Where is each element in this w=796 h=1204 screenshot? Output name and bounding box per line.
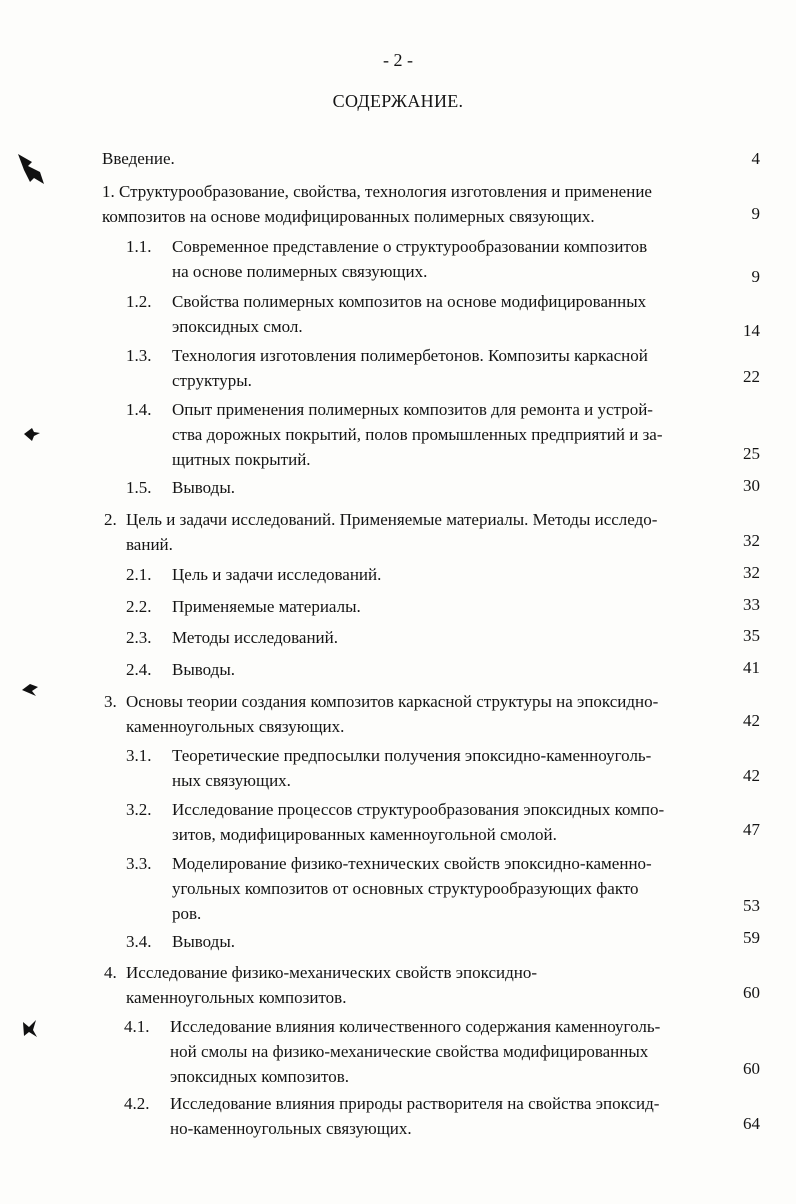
toc-entry-title: Методы исследований. [172, 628, 339, 647]
toc-entry-number: 4.1. [124, 1017, 150, 1036]
toc-page-number: 9 [751, 267, 760, 286]
margin-mark-icon [20, 1018, 40, 1040]
toc-entry-title: Выводы. [172, 478, 236, 497]
toc-entry-number: 3.2. [126, 800, 152, 819]
toc-page-number: 41 [743, 658, 760, 677]
toc-entry-title: Исследование физико-механических свойств эпоксидно- каменноугольных композитов. [126, 963, 537, 1007]
toc-entry-number: 1.1. [126, 237, 152, 256]
toc-entry-number: 1.3. [126, 346, 152, 365]
toc-entry-number: 1.5. [126, 478, 152, 497]
toc-page-number: 53 [743, 896, 760, 915]
toc-entry-number: 2.4. [126, 660, 152, 679]
toc-page-number: 25 [743, 444, 760, 463]
toc-entry-number: 3.3. [126, 854, 152, 873]
toc-entry-number: 2.3. [126, 628, 152, 647]
toc-entry-title: Применяемые материалы. [172, 597, 361, 616]
toc-entry-title: Исследование процессов структурообразования эпоксидных компо- зитов, модифицированных каменноугольной смолой. [172, 800, 665, 844]
toc-page-number: 14 [743, 321, 760, 340]
toc-page-number: 42 [743, 766, 760, 785]
toc-entry-title: Цель и задачи исследований. Применяемые материалы. Методы исследо- ваний. [126, 510, 658, 554]
toc-entry-number: 2. [104, 510, 117, 529]
toc-entry-title: 1. Структурообразование, свойства, технология изготовления и применение композитов на основе модифицированных полимерных связующих. [102, 182, 652, 226]
toc-entry-number: 1.4. [126, 400, 152, 419]
toc-entry-title: Технология изготовления полимербетонов. Композиты каркасной структуры. [172, 346, 648, 390]
toc-page-number: 4 [751, 149, 760, 168]
toc-page-number: 33 [743, 595, 760, 614]
toc-page-number: 22 [743, 367, 760, 386]
toc-page-number: 9 [751, 204, 760, 223]
toc-page-number: 60 [743, 983, 760, 1002]
toc-entry-number: 3.4. [126, 932, 152, 951]
margin-mark-icon [20, 682, 40, 698]
toc-page-number: 59 [743, 928, 760, 947]
toc-page-number: 42 [743, 711, 760, 730]
toc-entry-title: Выводы. [172, 660, 236, 679]
toc-entry-title: Исследование влияния природы растворителя на свойства эпоксид- но-каменноугольных связующих. [170, 1094, 660, 1138]
toc-entry-title: Свойства полимерных композитов на основе модифицированных эпоксидных смол. [172, 292, 647, 336]
toc-entry-number: 4. [104, 963, 117, 982]
toc-entry-title: Опыт применения полимерных композитов для ремонта и устрой- ства дорожных покрытий, полов промышленных предприятий и за- щитных покрытий. [172, 400, 663, 469]
toc-page-number: 32 [743, 531, 760, 550]
toc-entry-title: Теоретические предпосылки получения эпоксидно-каменноуголь- ных связующих. [172, 746, 652, 790]
toc-entry-number: 2.2. [126, 597, 152, 616]
toc-entry-number: 3.1. [126, 746, 152, 765]
margin-mark-icon [22, 425, 42, 443]
toc-entry-number: 4.2. [124, 1094, 150, 1113]
toc-page-number: 64 [743, 1114, 760, 1133]
toc-page-number: 60 [743, 1059, 760, 1078]
toc-page-number: 32 [743, 563, 760, 582]
toc-entry-title: Основы теории создания композитов каркасной структуры на эпоксидно- каменноугольных связующих. [126, 692, 659, 736]
toc-entry-title: Цель и задачи исследований. [172, 565, 382, 584]
toc-entry-number: 2.1. [126, 565, 152, 584]
toc-entry-title: Введение. [102, 149, 175, 168]
margin-mark-icon [14, 148, 48, 188]
toc-entry-title: Выводы. [172, 932, 236, 951]
toc-page-number: 30 [743, 476, 760, 495]
toc-entry-title: Современное представление о структурообразовании композитов на основе полимерных связующих. [172, 237, 648, 281]
toc-entry-title: Моделирование физико-технических свойств эпоксидно-каменно- угольных композитов от основных структурообразующих факто ров. [172, 854, 652, 923]
toc-entry-number: 3. [104, 692, 117, 711]
page-number: - 2 - [383, 50, 413, 70]
toc-entry-title: Исследование влияния количественного содержания каменноуголь- ной смолы на физико-механические свойства модифицированных эпоксидных композитов. [170, 1017, 661, 1086]
toc-page-number: 47 [743, 820, 760, 839]
toc-entry-number: 1.2. [126, 292, 152, 311]
page-title: СОДЕРЖАНИЕ. [332, 91, 464, 111]
toc-page-number: 35 [743, 626, 760, 645]
